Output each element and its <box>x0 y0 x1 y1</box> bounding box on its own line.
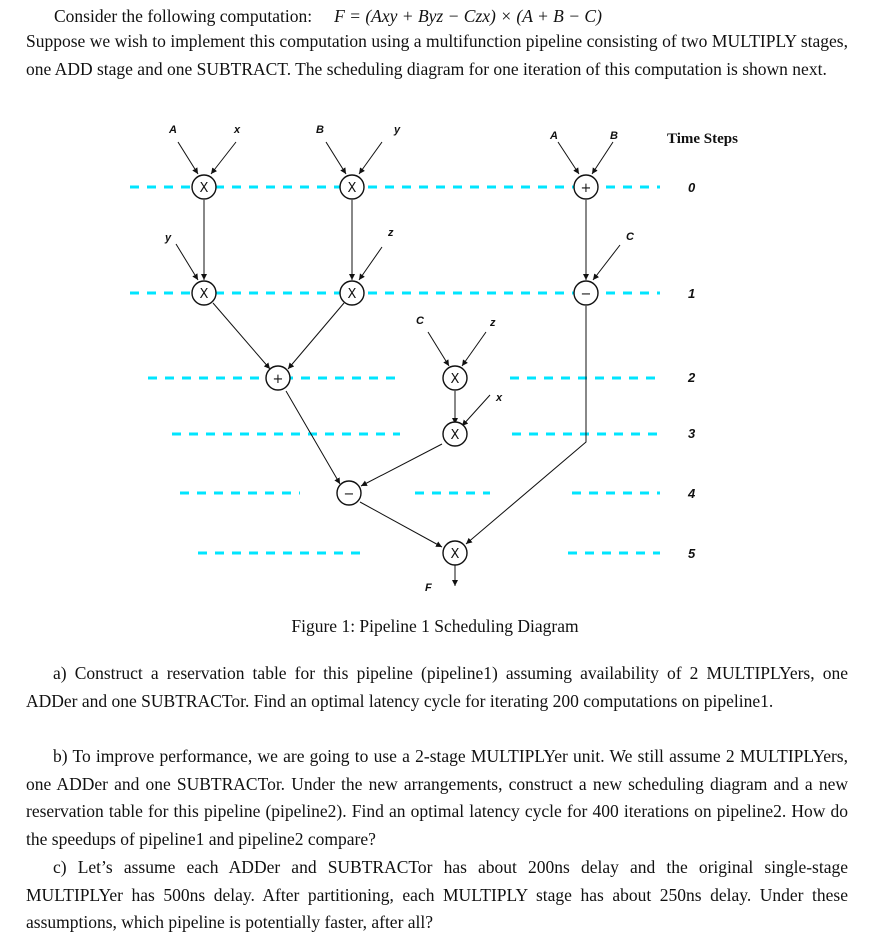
svg-text:−: − <box>580 287 592 302</box>
svg-text:X: X <box>450 372 460 387</box>
svg-text:+: + <box>580 181 592 196</box>
input-label-x2: x <box>496 392 503 404</box>
paragraph-1: Suppose we wish to implement this computation using a multifunction pipeline consisting of two MULTIPLY stages, one ADD stage and one SUBTRACT. The scheduling diagram for one iteration of this computation is shown next. <box>26 31 848 79</box>
input-label-x: x <box>234 124 241 136</box>
svg-text:X: X <box>450 547 460 562</box>
input-label-a2: A <box>550 130 558 142</box>
op-multiply-final <box>443 541 467 565</box>
op-subtract-c <box>574 281 598 305</box>
svg-text:X: X <box>199 287 209 302</box>
op-multiply-axy <box>192 281 216 305</box>
input-label-a: A <box>169 124 177 136</box>
svg-text:X: X <box>199 181 209 196</box>
input-label-c: C <box>626 231 634 243</box>
step-4: 4 <box>688 486 696 501</box>
svg-text:+: + <box>272 372 284 387</box>
intro-prefix: Consider the following computation: <box>54 6 313 26</box>
edges <box>176 142 620 586</box>
op-add-a-b <box>574 175 598 199</box>
question-b: b) To improve performance, we are going to use a 2-stage MULTIPLYer unit. We still assume 2 MULTIPLYers, one ADDer and one SUBTRACTor. Under the new arrangements, construct a new scheduling diagram and a new reservation table for this pipeline (pipeline2). Find an optimal latency cycle for 400 iterations on pipeline2. How do the speedups of pipeline1 and pipeline2 compare? <box>26 746 848 849</box>
op-multiply-c-z <box>443 366 467 390</box>
input-label-z2: z <box>490 317 496 329</box>
input-label-z: z <box>388 227 394 239</box>
time-steps-header: Time Steps <box>667 131 738 147</box>
output-label-f: F <box>425 582 432 594</box>
intro-line <box>54 4 602 28</box>
step-2: 2 <box>688 370 696 385</box>
input-label-y2: y <box>165 232 172 244</box>
step-3: 3 <box>688 426 696 441</box>
op-subtract-czx <box>337 481 361 505</box>
step-5: 5 <box>688 546 696 561</box>
svg-text:−: − <box>343 487 355 502</box>
svg-text:X: X <box>450 428 460 443</box>
op-add-axy-byz <box>266 366 290 390</box>
op-multiply-a-x <box>192 175 216 199</box>
svg-text:X: X <box>347 181 357 196</box>
scheduling-diagram <box>0 112 870 612</box>
svg-text:X: X <box>347 287 357 302</box>
op-multiply-byz <box>340 281 364 305</box>
time-step-labels <box>687 180 696 561</box>
step-1: 1 <box>688 286 696 301</box>
equation: F = (Axy + Byz − Czx) × (A + B − C) <box>334 6 602 26</box>
input-label-y: y <box>394 124 401 136</box>
figure-caption: Figure 1: Pipeline 1 Scheduling Diagram <box>291 616 579 636</box>
op-multiply-b-y <box>340 175 364 199</box>
op-multiply-czx <box>443 422 467 446</box>
time-step-lines <box>130 187 660 553</box>
input-label-c2: C <box>416 315 424 327</box>
question-c: c) Let’s assume each ADDer and SUBTRACTor has about 200ns delay and the original single-stage MULTIPLYer has 500ns delay. After partitioning, each MULTIPLY stage has about 250ns delay. Under these assumptions, which pipeline is potentially faster, after all? <box>26 857 848 932</box>
input-label-b: B <box>316 124 324 136</box>
input-label-b2: B <box>610 130 618 142</box>
question-a: a) Construct a reservation table for this pipeline (pipeline1) assuming availability of 2 MULTIPLYers, one ADDer and one SUBTRACTor. Find an optimal latency cycle for iterating 200 computations on pipeline1. <box>26 663 848 711</box>
step-0: 0 <box>688 180 696 195</box>
